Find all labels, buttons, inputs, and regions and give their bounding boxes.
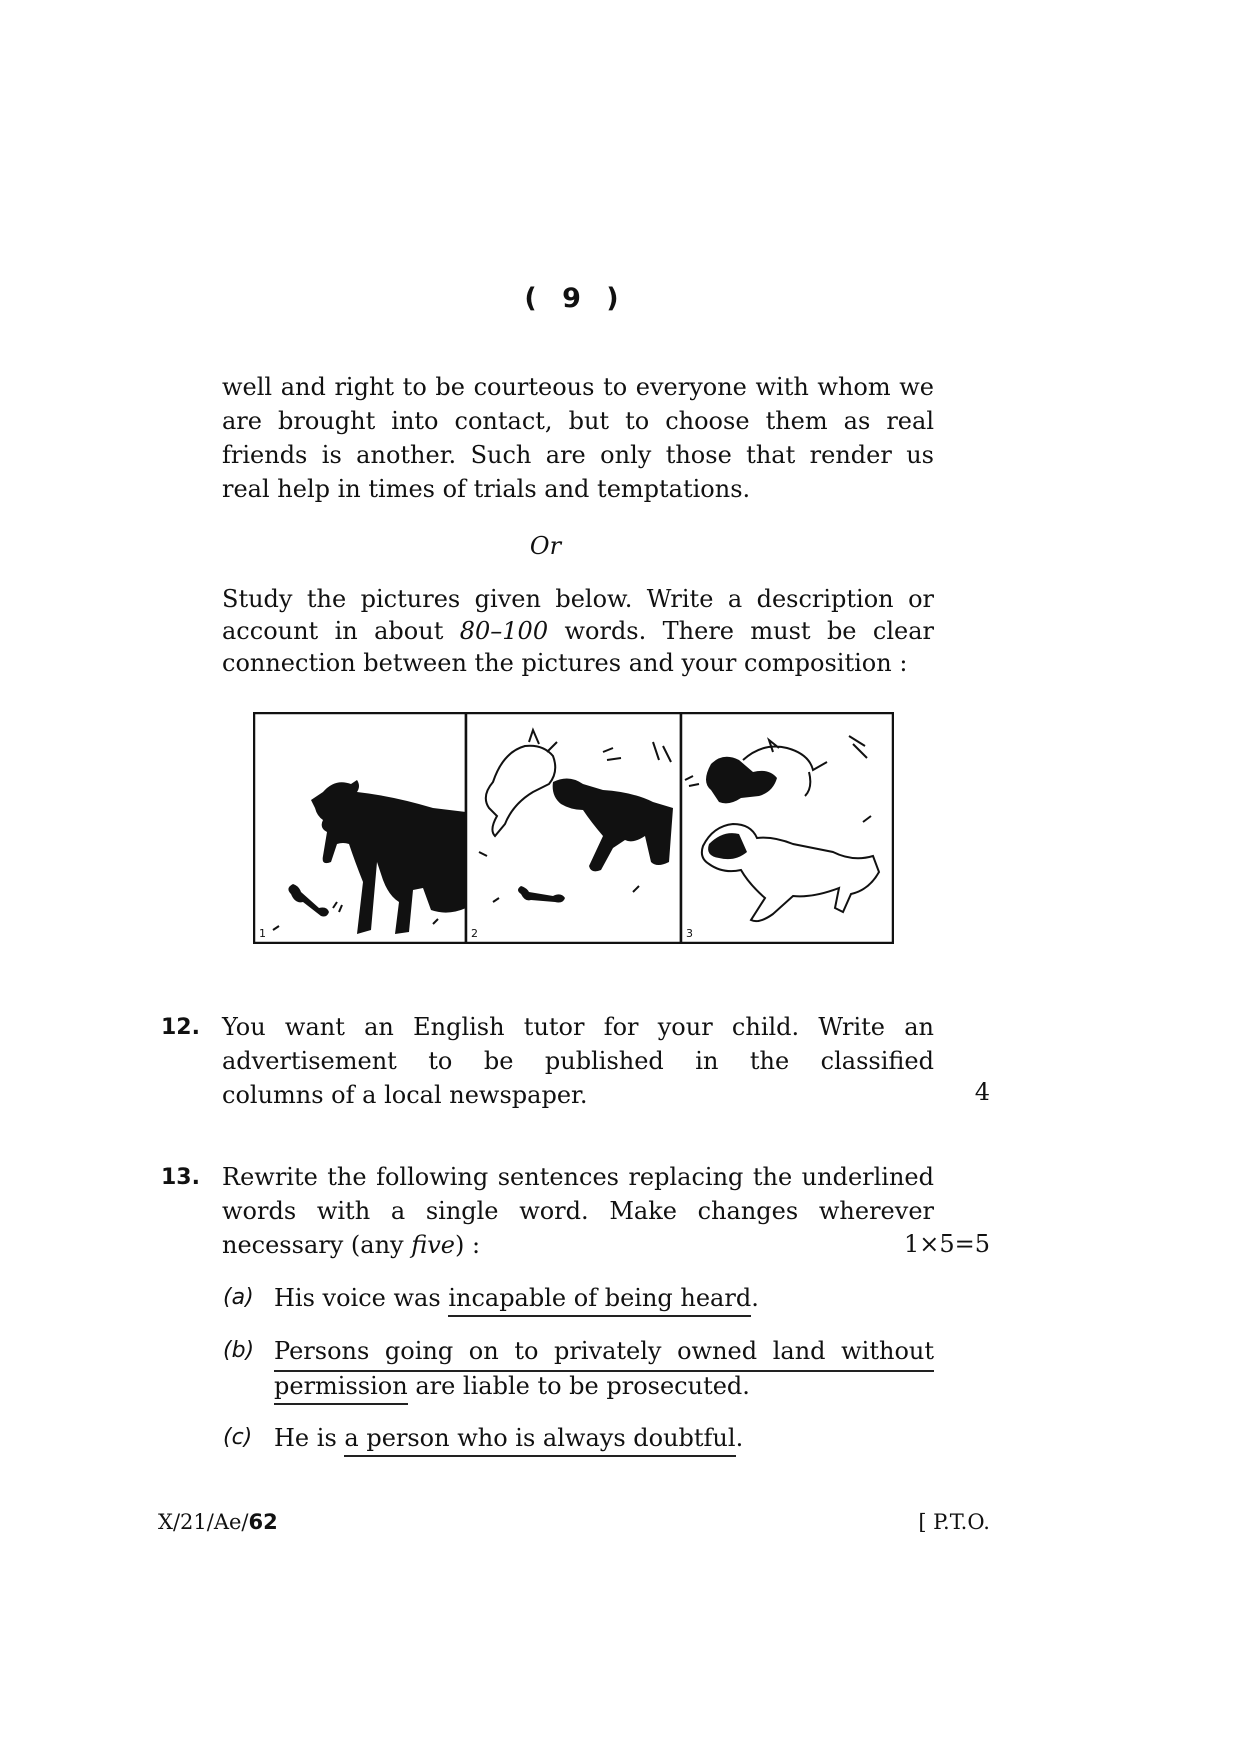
- passage-line: friends is another. Such are only those that render us: [222, 441, 934, 469]
- underlined-phrase: Persons going on to privately owned land without: [274, 1334, 934, 1372]
- question-12-number: 12.: [161, 1015, 200, 1040]
- question-line: necessary (any five) :: [222, 1231, 481, 1259]
- question-line: words with a single word. Make changes wherever: [222, 1197, 934, 1225]
- question-13-number: 13.: [161, 1165, 200, 1190]
- panel-3-dog-runs-away: [681, 713, 893, 943]
- pto-label: [ P.T.O.: [918, 1510, 990, 1534]
- panel-number: 2: [471, 927, 478, 940]
- page-number: ( 9 ): [524, 283, 627, 314]
- or-separator: Or: [529, 532, 562, 560]
- picture-strip: [253, 712, 894, 944]
- question-13-text: [222, 1160, 934, 1262]
- underlined-phrase: permission: [274, 1372, 408, 1405]
- paper-code: X/21/Ae/62: [158, 1510, 278, 1534]
- panel-2-dogs-fighting: [466, 713, 681, 943]
- item-text-line: [274, 1334, 934, 1372]
- passage-line: well and right to be courteous to everyone with whom we: [222, 373, 934, 401]
- item-text: His voice was incapable of being heard.: [274, 1281, 759, 1315]
- item-text: He is a person who is always doubtful.: [274, 1421, 743, 1455]
- underlined-phrase: incapable of being heard: [448, 1284, 751, 1317]
- passage-line: are brought into contact, but to choose them as real: [222, 407, 934, 435]
- panel-number: 3: [686, 927, 693, 940]
- question-line: You want an English tutor for your child. Write an: [222, 1013, 934, 1041]
- item-label: (a): [223, 1285, 254, 1310]
- item-label: (b): [223, 1338, 255, 1363]
- question-line: columns of a local newspaper.: [222, 1081, 588, 1109]
- underlined-phrase: a person who is always doubtful: [344, 1424, 735, 1457]
- task-line: connection between the pictures and your composition :: [222, 649, 908, 677]
- question-12-marks: 4: [974, 1078, 990, 1106]
- task-line: account in about 80–100 words. There must be clear: [222, 617, 934, 645]
- question-13-marks: 1×5=5: [903, 1230, 990, 1258]
- question-line: advertisement to be published in the classified: [222, 1047, 934, 1075]
- question-line: Rewrite the following sentences replacing the underlined: [222, 1163, 934, 1191]
- passage-line: real help in times of trials and temptations.: [222, 475, 751, 503]
- question-12-text: [222, 1010, 934, 1112]
- item-label: (c): [223, 1425, 253, 1450]
- panel-1-dog-with-bone: [254, 713, 466, 943]
- item-text-line: permission are liable to be prosecuted.: [274, 1369, 750, 1403]
- passage: [222, 370, 934, 506]
- picture-task: [222, 583, 934, 679]
- panel-number: 1: [259, 927, 266, 940]
- task-line: Study the pictures given below. Write a description or: [222, 585, 934, 613]
